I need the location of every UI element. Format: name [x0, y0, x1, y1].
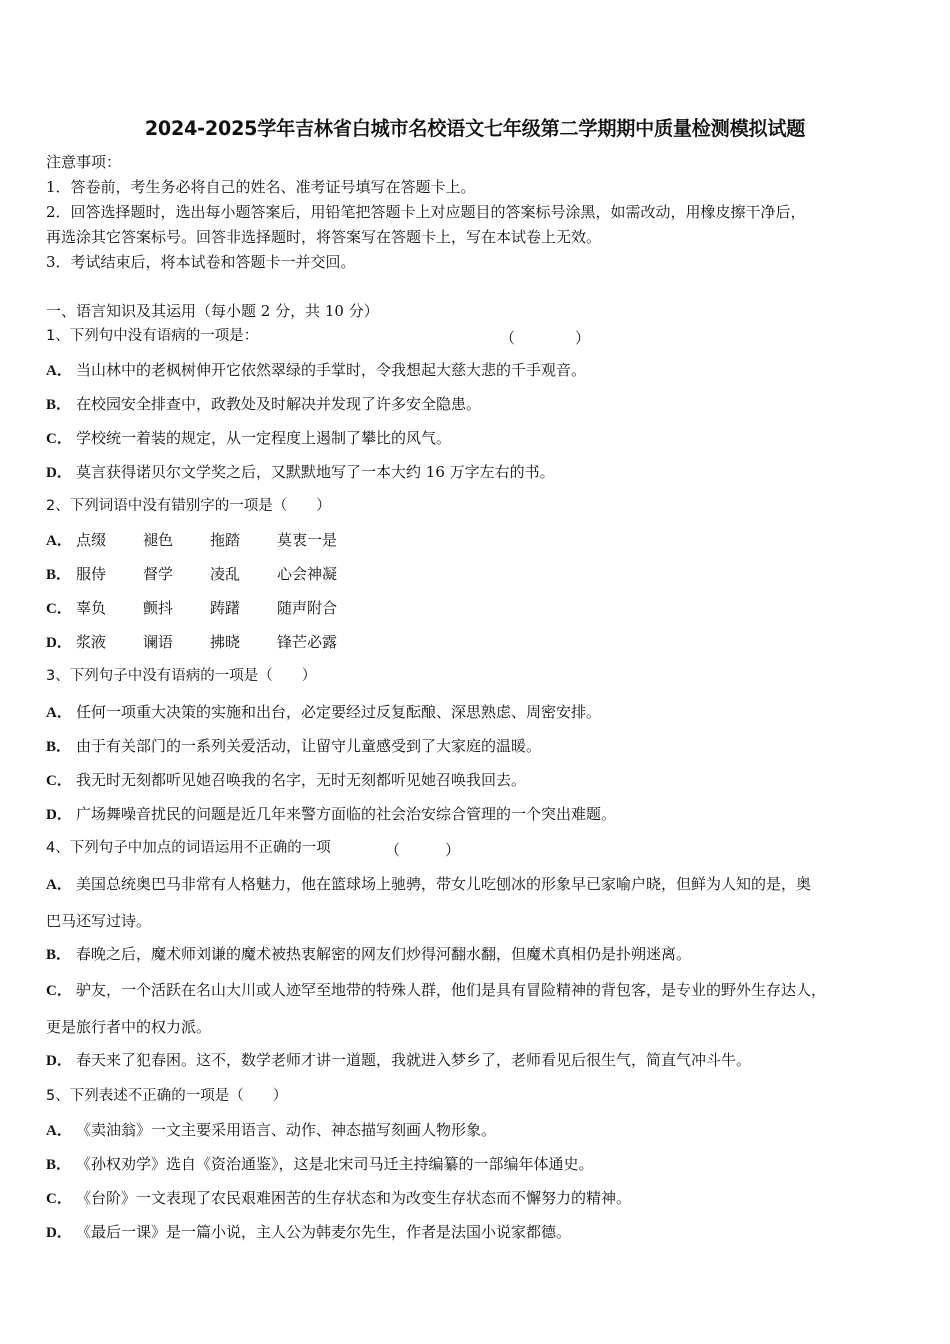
option-row: [46, 875, 811, 894]
option-label: B．: [46, 739, 72, 755]
option-label: D．: [46, 807, 72, 823]
option-text: 学校统一着装的规定，从一定程度上遏制了攀比的风气。: [76, 429, 452, 447]
option-row: [46, 1155, 594, 1174]
option-label: A．: [46, 1123, 72, 1139]
option-text: 春天来了犯春困。这不，数学老师才讲一道题，我就进入梦乡了，老师看见后很生气，简直气冲斗牛。: [76, 1051, 752, 1069]
option-label: D．: [46, 465, 72, 481]
notice-item: 1．答卷前，考生务必将自己的姓名、准考证号填写在答题卡上。: [46, 178, 476, 196]
option-row: [46, 1189, 631, 1208]
question-stem: 5、下列表述不正确的一项是（ ）: [46, 1088, 288, 1104]
option-row: [46, 805, 616, 824]
question-stem: 4、下列句子中加点的词语运用不正确的一项: [46, 840, 331, 856]
option-row: [46, 1223, 571, 1242]
option-row: [46, 633, 337, 652]
option-word: 服侍: [76, 565, 107, 583]
option-text: 《孙权劝学》选自《资治通鉴》，这是北宋司马迁主持编纂的一部编年体通史。: [76, 1155, 594, 1173]
notice-item: 3．考试结束后，将本试卷和答题卡一并交回。: [46, 253, 356, 271]
option-row: [46, 429, 451, 448]
option-label: A．: [46, 705, 72, 721]
option-word: 随声附合: [277, 599, 338, 617]
option-text: 在校园安全排查中，政教处及时解决并发现了许多安全隐患。: [76, 395, 482, 413]
option-text: 莫言获得诺贝尔文学奖之后，又默默地写了一本大约 16 万字左右的书。: [76, 463, 555, 481]
option-row: [46, 599, 337, 618]
option-row: [46, 1051, 751, 1070]
option-label: D．: [46, 635, 72, 651]
option-text: 当山林中的老枫树伸开它依然翠绿的手掌时，令我想起大慈大悲的千手观音。: [76, 361, 587, 379]
option-word: 莫衷一是: [277, 531, 338, 549]
option-row: [46, 703, 601, 722]
option-word: 辜负: [76, 599, 107, 617]
option-word: 褪色: [143, 531, 174, 549]
option-row: [46, 945, 691, 964]
option-row: [46, 531, 337, 550]
question-stem: 3、下列句子中没有语病的一项是（ ）: [46, 668, 317, 684]
option-text: 我无时无刻都听见她召唤我的名字，无时无刻都听见她召唤我回去。: [76, 771, 527, 789]
option-word: 凌乱: [210, 565, 241, 583]
option-label: B．: [46, 947, 72, 963]
option-text: 《卖油翁》一文主要采用语言、动作、神态描写刻画人物形象。: [76, 1121, 497, 1139]
option-word: 督学: [143, 565, 174, 583]
option-label: C．: [46, 601, 72, 617]
question-stem: 2、下列词语中没有错别字的一项是（ ）: [46, 498, 331, 514]
option-continuation: 巴马还写过诗。: [46, 912, 152, 930]
option-row: [46, 981, 826, 1000]
option-word: 心会神凝: [277, 565, 338, 583]
option-row: [46, 463, 555, 482]
option-text: 《台阶》一文表现了农民艰难困苦的生存状态和为改变生存状态而不懈努力的精神。: [76, 1189, 632, 1207]
option-text: 广场舞噪音扰民的问题是近几年来警方面临的社会治安综合管理的一个突出难题。: [76, 805, 617, 823]
notice-heading: 注意事项：: [46, 153, 122, 171]
section-heading: 一、语言知识及其运用（每小题 2 分，共 10 分）: [46, 302, 379, 320]
option-row: [46, 565, 337, 584]
option-row: [46, 1121, 496, 1140]
option-text: 《最后一课》是一篇小说，主人公为韩麦尔先生，作者是法国小说家都德。: [76, 1223, 572, 1241]
option-row: [46, 737, 541, 756]
option-word: 锋芒必露: [277, 633, 338, 651]
question-stem: 1、下列句中没有语病的一项是：: [46, 328, 259, 344]
answer-parentheses: （ ）: [500, 329, 591, 347]
option-continuation: 更是旅行者中的权力派。: [46, 1018, 212, 1036]
option-row: [46, 771, 526, 790]
notice-item: 再选涂其它答案标号。回答非选择题时，将答案写在答题卡上，写在本试卷上无效。: [46, 228, 602, 246]
option-text: 春晚之后，魔术师刘谦的魔术被热衷解密的网友们炒得河翻水翻，但魔术真相仍是扑朔迷离。: [76, 945, 692, 963]
answer-parentheses: （ ）: [385, 841, 461, 859]
option-label: D．: [46, 1053, 72, 1069]
option-word: 点缀: [76, 531, 107, 549]
exam-title: 2024-2025学年吉林省白城市名校语文七年级第二学期期中质量检测模拟试题: [144, 117, 806, 140]
option-word: 颤抖: [143, 599, 174, 617]
option-label: C．: [46, 773, 72, 789]
option-label: C．: [46, 1191, 72, 1207]
option-label: B．: [46, 397, 72, 413]
option-label: C．: [46, 983, 72, 999]
notice-item: 2．回答选择题时，选出每小题答案后，用铅笔把答题卡上对应题目的答案标号涂黑，如需改动，用橡皮擦干净后，: [46, 203, 806, 221]
option-label: B．: [46, 567, 72, 583]
option-label: A．: [46, 363, 72, 379]
option-label: D．: [46, 1225, 72, 1241]
option-label: A．: [46, 877, 72, 893]
option-text: 由于有关部门的一系列关爱活动，让留守儿童感受到了大家庭的温暖。: [76, 737, 542, 755]
option-row: [46, 395, 481, 414]
option-word: 拖踏: [210, 531, 241, 549]
option-word: 浆液: [76, 633, 107, 651]
option-word: 踌躇: [210, 599, 241, 617]
option-label: A．: [46, 533, 72, 549]
option-row: [46, 361, 586, 380]
option-text: 美国总统奥巴马非常有人格魅力，他在篮球场上驰骋，带女儿吃刨冰的形象早已家喻户晓，但鲜为人知的是，奥: [76, 875, 812, 893]
option-label: B．: [46, 1157, 72, 1173]
option-word: 谰语: [143, 633, 174, 651]
option-text: 驴友，一个活跃在名山大川或人迹罕至地带的特殊人群，他们是具有冒险精神的背包客，是专业的野外生存达人，: [76, 981, 827, 999]
option-word: 拂晓: [210, 633, 241, 651]
option-text: 任何一项重大决策的实施和出台，必定要经过反复酝酿、深思熟虑、周密安排。: [76, 703, 602, 721]
option-label: C．: [46, 431, 72, 447]
